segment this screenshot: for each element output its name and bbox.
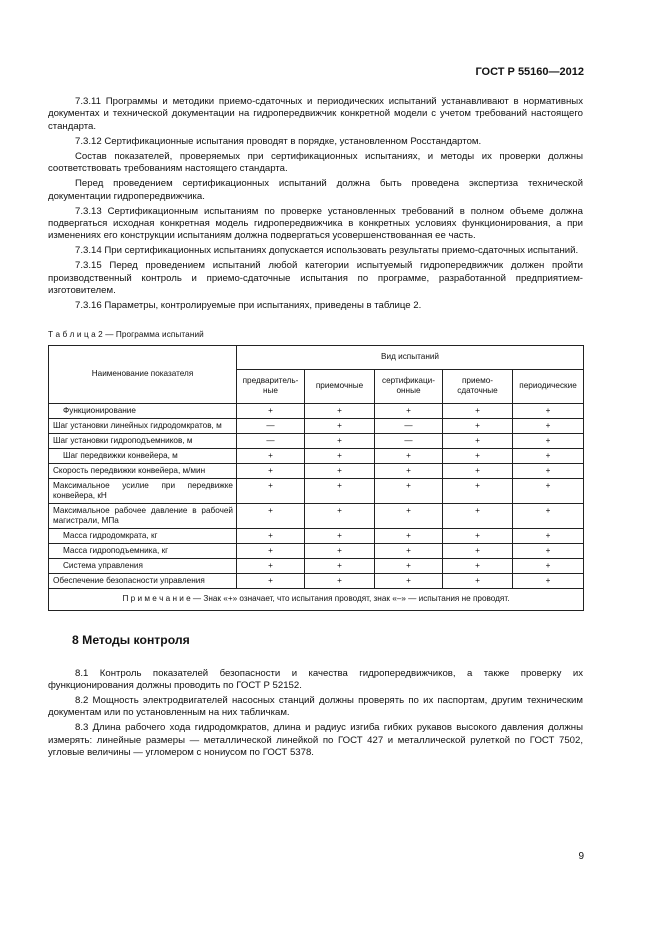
row-indicator-name: Система управления [49,558,237,573]
row-indicator-name: Максимальное усилие при передвижке конвейера, кН [49,478,237,503]
table-row [49,463,584,478]
row-indicator-name: Обеспечение безопасности управления [49,573,237,588]
row-value: + [237,463,305,478]
table-row [49,503,584,528]
paragraph-7-3-12: 7.3.12 Сертификационные испытания проводят в порядке, установленном Росстандартом. [75,135,482,147]
row-value: + [513,433,584,448]
row-value: + [443,543,513,558]
row-indicator-name: Масса гидродомкрата, кг [49,528,237,543]
table-body [49,403,584,588]
row-value: + [513,573,584,588]
section-8-title: 8 Методы контроля [72,632,190,647]
row-value: + [375,448,443,463]
row-value: + [443,433,513,448]
row-value: + [305,573,375,588]
column-header: периодические [513,369,584,403]
paragraph-8-3: 8.3 Длина рабочего хода гидродомкратов, длина и радиус изгиба гибких рукавов высокого давления должны измерять: линейные размеры — металлической линейкой по ГОСТ 427 и металлической рулеткой по ГОСТ 7502, угловые величины — угломером с нониусом по ГОСТ 5378. [48,722,583,759]
row-value: + [443,448,513,463]
row-value: — [237,433,305,448]
page-content [48,96,583,762]
column-header: предваритель-ные [237,369,305,403]
row-value: + [237,503,305,528]
paragraph-7-3-14: 7.3.14 При сертификационных испытаниях допускается использовать результаты приемо-сдаточных испытаний. [75,245,579,257]
row-value: + [443,403,513,418]
table-row [49,448,584,463]
row-value: + [305,448,375,463]
row-value: + [375,463,443,478]
row-value: + [375,558,443,573]
section-8-paragraphs [48,668,583,760]
row-value: + [443,528,513,543]
table-row [49,418,584,433]
header-indicator-name: Наименование показателя [49,345,237,403]
column-header: сертификаци-онные [375,369,443,403]
row-value: + [305,558,375,573]
table-row [49,433,584,448]
row-value: + [237,573,305,588]
table-row [49,403,584,418]
table-row [49,528,584,543]
table-row [49,543,584,558]
test-program-table [48,345,584,611]
row-value: + [375,403,443,418]
row-value: + [513,418,584,433]
row-value: — [237,418,305,433]
row-value: + [375,573,443,588]
row-value: + [305,528,375,543]
paragraph-7-3-13: 7.3.13 Сертификационным испытаниям по проверке установленных требований в полном объеме должна подвергаться исходная конкретная модель гидропередвижчика в конкретных условиях функционирования, а при изменениях его конструкции испытаниям должна подвергаться усовершенствованная ее часть. [48,205,583,242]
row-value: + [375,478,443,503]
row-value: + [443,503,513,528]
row-indicator-name: Масса гидроподъемника, кг [49,543,237,558]
row-value: + [513,463,584,478]
row-value: + [237,543,305,558]
row-value: + [375,503,443,528]
page-number: 9 [578,851,584,862]
row-value: + [237,448,305,463]
row-value: + [305,478,375,503]
table-caption: Т а б л и ц а 2 — Программа испытаний [48,329,204,339]
row-value: + [443,418,513,433]
row-value: + [305,418,375,433]
row-value: + [443,478,513,503]
row-value: + [513,403,584,418]
row-value: — [375,433,443,448]
row-indicator-name: Шаг установки гидроподъемников, м [49,433,237,448]
row-indicator-name: Максимальное рабочее давление в рабочей магистрали, МПа [49,503,237,528]
row-value: + [443,463,513,478]
row-indicator-name: Скорость передвижки конвейера, м/мин [49,463,237,478]
paragraph-8-1: 8.1 Контроль показателей безопасности и качества гидропередвижчиков, а также проверку их функционирования должны проводить по ГОСТ Р 52152. [48,667,583,692]
table-note: П р и м е ч а н и е — Знак «+» означает, что испытания проводят, знак «–» — испытания не проводят. [49,588,584,610]
row-value: + [237,558,305,573]
row-value: + [443,558,513,573]
row-value: + [237,478,305,503]
paragraph-7-3-11: 7.3.11 Программы и методики приемо-сдаточных и периодических испытаний устанавливают в нормативных документах и технической документации на гидропередвижчик конкретной модели с учетом требований настоящего стандарта. [48,96,583,132]
table-row [49,478,584,503]
paragraph-7-3-15: 7.3.15 Перед проведением испытаний любой категории испытуемый гидропередвижчик должен пройти производственный контроль и приемо-сдаточные испытания по программе, разработанной предприятием-изготовителем. [48,260,583,297]
row-value: + [513,558,584,573]
row-value: + [237,528,305,543]
document-code: ГОСТ Р 55160—2012 [475,66,584,78]
paragraph-composition: Состав показателей, проверяемых при сертификационных испытаниях, и методы их проверки должны соответствовать требованиям настоящего стандарта. [48,150,583,175]
row-value: + [375,528,443,543]
paragraph-expertise: Перед проведением сертификационных испытаний должна быть проведена экспертиза технической документации гидропередвижчика. [48,178,583,202]
paragraph-7-3-16: 7.3.16 Параметры, контролируемые при испытаниях, приведены в таблице 2. [75,300,422,312]
header-test-type: Вид испытаний [237,345,584,369]
row-value: + [513,528,584,543]
row-indicator-name: Функционирование [49,403,237,418]
row-value: + [305,463,375,478]
table-row [49,573,584,588]
row-value: + [305,403,375,418]
row-value: + [305,503,375,528]
row-value: — [375,418,443,433]
row-value: + [513,543,584,558]
column-header: приемочные [305,369,375,403]
column-header: приемо-сдаточные [443,369,513,403]
row-value: + [513,503,584,528]
paragraph-8-2: 8.2 Мощность электродвигателей насосных станций должны проверять по их паспортам, другим техническим документам или по установленным на них табличкам. [48,695,583,719]
row-value: + [305,543,375,558]
row-value: + [237,403,305,418]
row-value: + [513,478,584,503]
paragraphs-top [48,96,583,313]
row-value: + [375,543,443,558]
row-indicator-name: Шаг установки линейных гидродомкратов, м [49,418,237,433]
table-row [49,558,584,573]
row-indicator-name: Шаг передвижки конвейера, м [49,448,237,463]
row-value: + [513,448,584,463]
row-value: + [305,433,375,448]
row-value: + [443,573,513,588]
